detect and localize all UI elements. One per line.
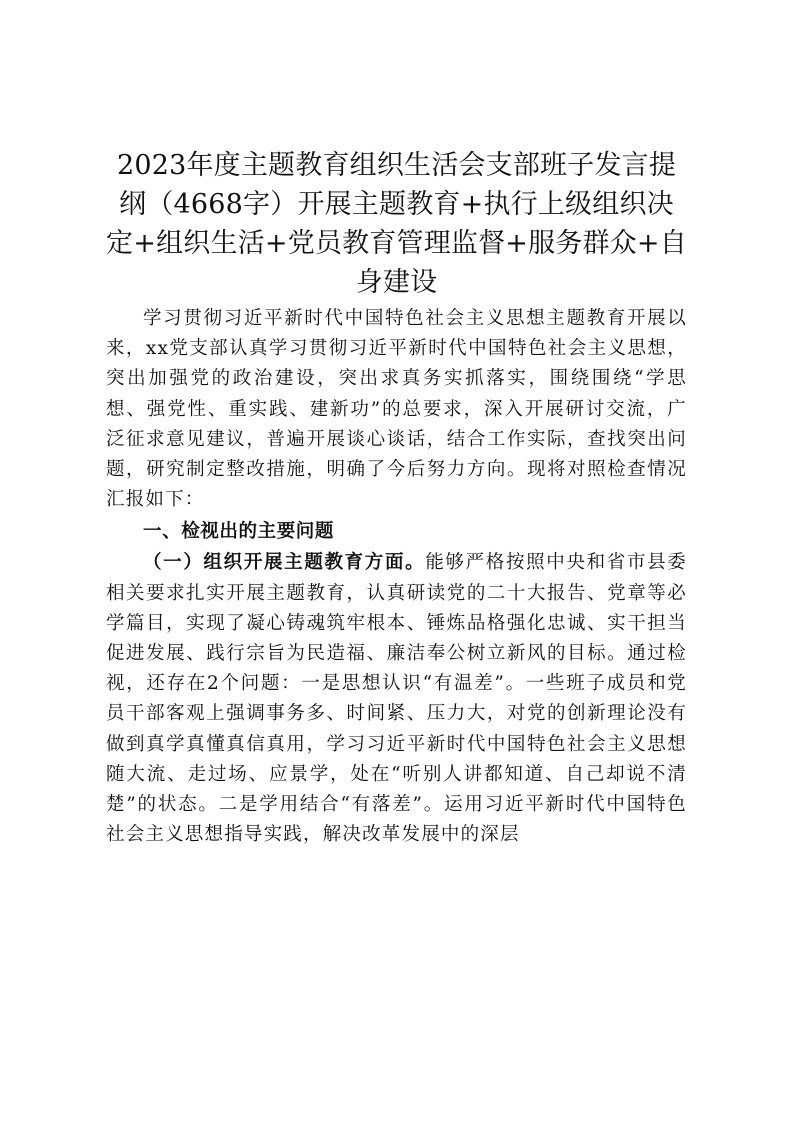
- item-lead: （一）组织开展主题教育方面。: [143, 552, 426, 574]
- intro-paragraph: 学习贯彻习近平新时代中国特色社会主义思想主题教育开展以来，xx党支部认真学习贯彻习近平新时代中国特色社会主义思想，突出加强党的政治建设，突出求真务实抓落实，围绕围绕“学思想、强党性、重实践、建新功”的总要求，深入开展研讨交流，广泛征求意见建议，普遍开展谈心谈话，结合工作实际，查找突出问题，研究制定整改措施，明确了今后努力方向。现将对照检查情况汇报如下：: [106, 308, 687, 511]
- document-title: 2023年度主题教育组织生活会支部班子发言提纲（4668字）开展主题教育+执行上级组织决定+组织生活+党员教育管理监督+服务群众+自身建设: [106, 150, 687, 298]
- item-text: 能够严格按照中央和省市县委相关要求扎实开展主题教育，认真研读党的二十大报告、党章等必学篇目，实现了凝心铸魂筑牢根本、锤炼品格强化忠诚、实干担当促进发展、践行宗旨为民造福、廉洁奉公树立新风的目标。通过检视，还存在2个问题：一是思想认识“有温差”。一些班子成员和党员干部客观上强调事务多、时间紧、压力大，对党的创新理论没有做到真学真懂真信真用，学习习近平新时代中国特色社会主义思想随大流、走过场、应景学，处在“听别人讲都知道、自己却说不清楚”的状态。二是学用结合“有落差”。运用习近平新时代中国特色社会主义思想指导实践，解决改革发展中的深层: [106, 552, 687, 846]
- document-body: [106, 304, 687, 850]
- item-paragraph: [106, 548, 687, 850]
- section-heading: 一、检视出的主要问题: [143, 521, 335, 543]
